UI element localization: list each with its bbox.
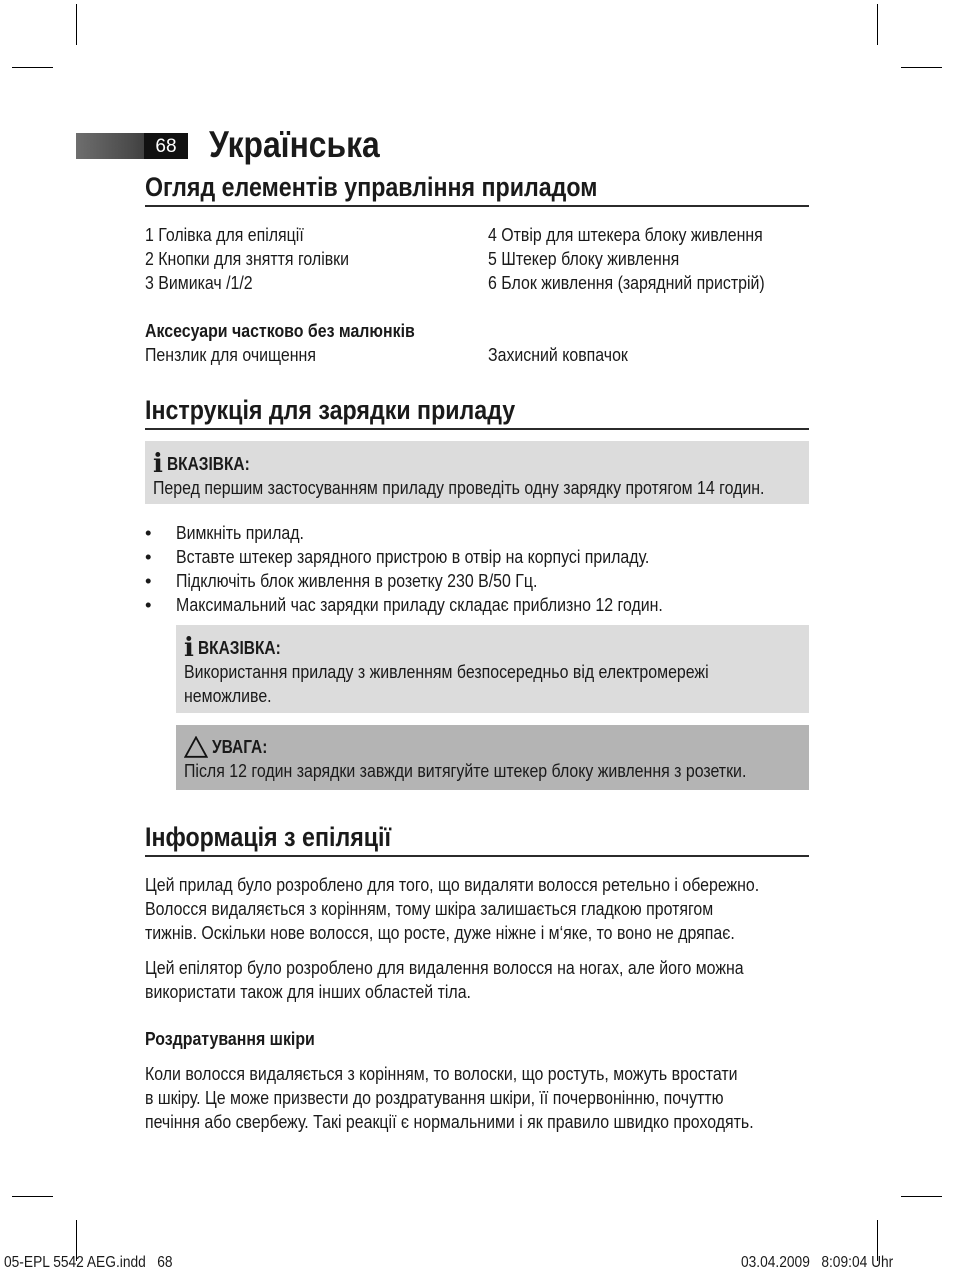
info-icon: i <box>153 449 163 479</box>
crop-mark <box>877 4 878 45</box>
paragraph: Цей прилад було розроблено для того, що видаляти волосся ретельно і обережно. Волосся видаляється з корінням, тому шкіра залишається гладкою протягом тижнів. Оскільки нове волосся, що росте, дуже ніжне і м‘яке, то воно не дряпає. <box>145 874 760 943</box>
note-text: неможливе. <box>184 685 272 706</box>
info-icon: i <box>184 633 194 663</box>
warning-label: УВАГА: <box>212 737 268 757</box>
crop-mark <box>901 1196 942 1197</box>
note-text: Перед першим застосуванням приладу проведіть одну зарядку протягом 14 годин. <box>153 477 765 498</box>
note-label: ВКАЗІВКА: <box>197 638 281 658</box>
warning-box <box>176 725 809 790</box>
list-item: • Максимальний час зарядки приладу складає приблизно 12 годин. <box>145 593 742 617</box>
list-item: • Вимкніть прилад. <box>145 521 742 545</box>
accessories-title: Аксесуари частково без малюнків <box>145 320 415 341</box>
control-item: 5 Штекер блоку живлення <box>488 248 680 269</box>
control-item: 3 Вимикач /1/2 <box>145 272 253 293</box>
section-charging-title: Інструкція для зарядки приладу <box>145 394 809 430</box>
crop-mark <box>12 67 53 68</box>
footer-file: 05-EPL 5542 AEG.indd 68 <box>4 1254 173 1271</box>
list-item: • Вставте штекер зарядного пристрою в отвір на корпусі приладу. <box>145 545 742 569</box>
charging-steps <box>145 521 742 617</box>
language-title: Українська <box>209 124 380 165</box>
control-item: 4 Отвір для штекера блоку живлення <box>488 224 763 245</box>
subheading: Роздратування шкіри <box>145 1028 315 1049</box>
warning-triangle-icon <box>184 736 208 758</box>
accessory-item: Пензлик для очищення <box>145 344 316 365</box>
list-item: • Підключіть блок живлення в розетку 230 В/50 Гц. <box>145 569 742 593</box>
accessory-item: Захисний ковпачок <box>488 344 628 365</box>
section-controls-title: Огляд елементів управління приладом <box>145 171 809 207</box>
note-box <box>145 441 809 504</box>
note-text: Використання приладу з живленням безпосередньо від електромережі <box>184 661 709 682</box>
warning-text: Після 12 годин зарядки завжди витягуйте штекер блоку живлення з розетки. <box>184 760 747 781</box>
footer-timestamp: 03.04.2009 8:09:04 Uhr <box>741 1254 894 1271</box>
section-info-title: Інформація з епіляції <box>145 821 809 857</box>
control-item: 2 Кнопки для зняття голівки <box>145 248 350 269</box>
control-item: 1 Голівка для епіляції <box>145 224 304 245</box>
note-label: ВКАЗІВКА: <box>166 454 250 474</box>
note-box <box>176 625 809 713</box>
page-number: 68 <box>144 133 188 159</box>
crop-mark <box>76 4 77 45</box>
control-item: 6 Блок живлення (зарядний пристрій) <box>488 272 765 293</box>
crop-mark <box>12 1196 53 1197</box>
paragraph: Цей епілятор було розроблено для видалення волосся на ногах, але його можна використати також для інших областей тіла. <box>145 957 744 1002</box>
paragraph: Коли волосся видаляється з корінням, то волоски, що ростуть, можуть вростати в шкіру. Це може призвести до роздратування шкіри, її почервонінню, почуттю печіння або свербежу. Такі реакції є нормальними і як правило швидко проходять. <box>145 1063 754 1132</box>
crop-mark <box>901 67 942 68</box>
